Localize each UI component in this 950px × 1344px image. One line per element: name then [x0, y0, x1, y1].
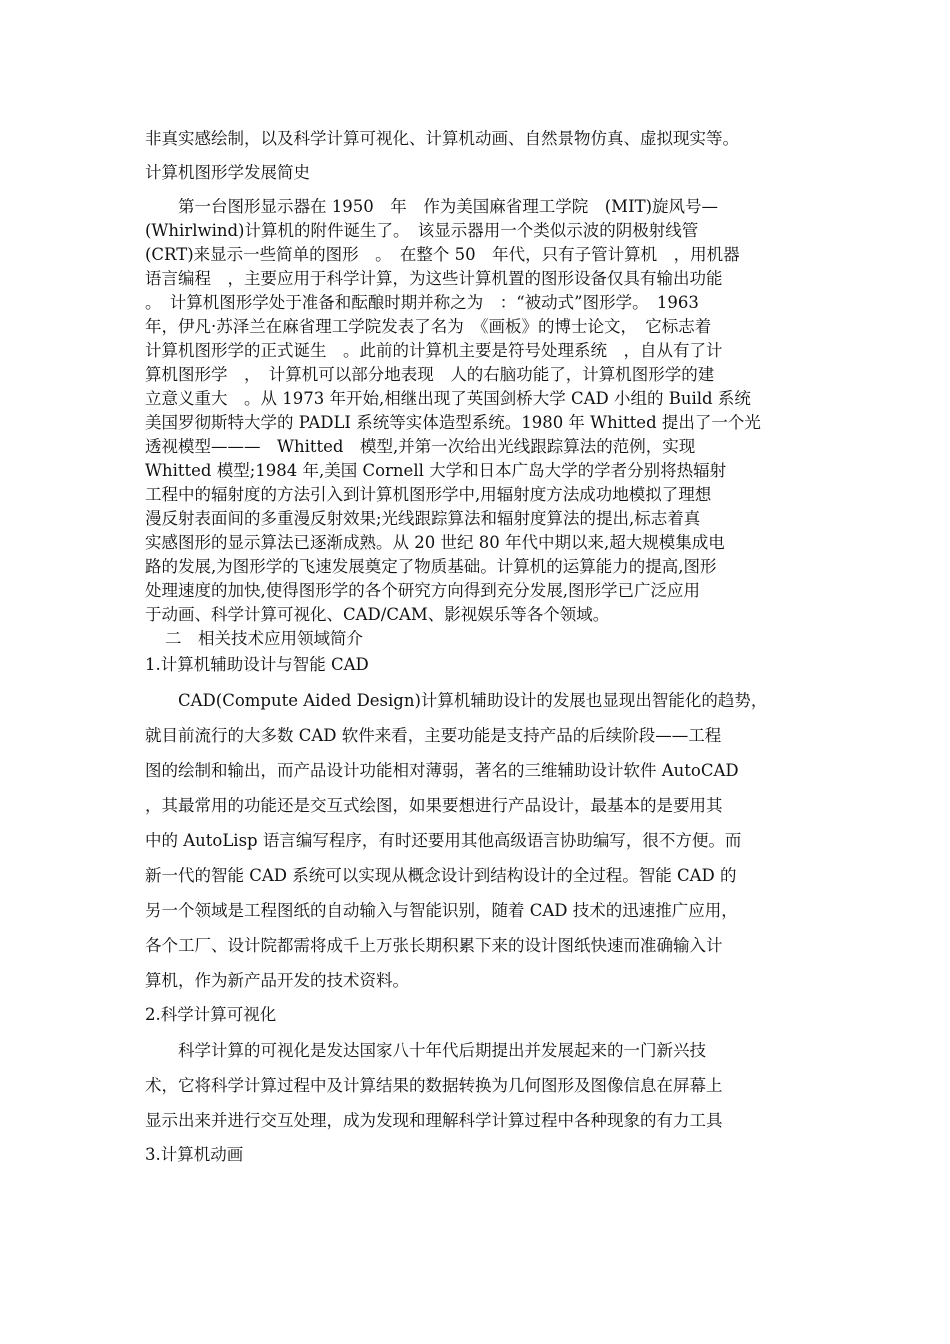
paragraph-line: 新一代的智能 CAD 系统可以实现从概念设计到结构设计的全过程。智能 CAD 的: [145, 866, 737, 885]
paragraph-line: 于动画、科学计算可视化、CAD/CAM、影视娱乐等各个领域。: [145, 605, 610, 624]
paragraph-line: 显示出来并进行交互处理，成为发现和理解科学计算过程中各种现象的有力工具: [145, 1111, 723, 1130]
paragraph-line: 科学计算的可视化是发达国家八十年代后期提出并发展起来的一门新兴技: [178, 1041, 706, 1060]
paragraph-line: 就目前流行的大多数 CAD 软件来看，主要功能是支持产品的后续阶段——工程: [145, 726, 722, 745]
paragraph-line: 计算机图形学的正式诞生 。此前的计算机主要是符号处理系统 ，自从有了计: [145, 341, 723, 360]
paragraph-line: 处理速度的加快,使得图形学的各个研究方向得到充分发展,图形学已广泛应用: [145, 581, 700, 600]
paragraph-line: (Whirlwind)计算机的附件诞生了。 该显示器用一个类似示波的阴极射线管: [145, 221, 699, 240]
paragraph-line: 术，它将科学计算过程中及计算结果的数据转换为几何图形及图像信息在屏幕上: [145, 1076, 723, 1095]
paragraph-line: ，其最常用的功能还是交互式绘图，如果要想进行产品设计，最基本的是要用其: [145, 796, 723, 815]
paragraph-line: 路的发展,为图形学的飞速发展奠定了物质基础。计算机的运算能力的提高,图形: [145, 557, 717, 576]
paragraph-line: 漫反射表面间的多重漫反射效果;光线跟踪算法和辐射度算法的提出,标志着真: [145, 509, 701, 528]
paragraph-line: 算机，作为新产品开发的技术资料。: [145, 971, 409, 990]
paragraph-line: 图的绘制和输出，而产品设计功能相对薄弱，著名的三维辅助设计软件 AutoCAD: [145, 761, 739, 780]
paragraph-line: 工程中的辐射度的方法引入到计算机图形学中,用辐射度方法成功地模拟了理想: [145, 485, 712, 504]
paragraph-line: 非真实感绘制，以及科学计算可视化、计算机动画、自然景物仿真、虚拟现实等。: [145, 129, 739, 148]
paragraph-line: CAD(Compute Aided Design)计算机辅助设计的发展也显现出智能化的趋势，: [178, 691, 768, 710]
paragraph-line: 中的 AutoLisp 语言编写程序，有时还要用其他高级语言协助编写，很不方便。而: [145, 831, 742, 850]
paragraph-line: 透视模型——— Whitted 模型,并第一次给出光线跟踪算法的范例，实现: [145, 437, 696, 456]
paragraph-line: 语言编程 ，主要应用于科学计算，为这些计算机置的图形设备仅具有输出功能: [145, 269, 723, 288]
section-heading-applications: 二 相关技术应用领域简介: [165, 629, 363, 648]
paragraph-line: 立意义重大 。从 1973 年开始,相继出现了英国剑桥大学 CAD 小组的 Build 系统: [145, 389, 751, 408]
paragraph-line: 年，伊凡·苏泽兰在麻省理工学院发表了名为 《画板》的博士论文， 它标志着: [145, 317, 712, 336]
paragraph-line: 另一个领域是工程图纸的自动输入与智能识别，随着 CAD 技术的迅速推广应用，: [145, 901, 738, 920]
paragraph-line: (CRT)来显示一些简单的图形 。 在整个 50 年代，只有子管计算机 ，用机器: [145, 245, 740, 264]
paragraph-line: 。 计算机图形学处于准备和酝酿时期并称之为 ：“被动式”图形学。 1963: [145, 293, 699, 312]
paragraph-line: 算机图形学 ， 计算机可以部分地表现 人的右脑功能了，计算机图形学的建: [145, 365, 715, 384]
paragraph-line: 第一台图形显示器在 1950 年 作为美国麻省理工学院 (MIT)旋风号—: [178, 197, 719, 216]
section-heading-history: 计算机图形学发展简史: [145, 163, 310, 182]
paragraph-line: 各个工厂、设计院都需将成千上万张长期积累下来的设计图纸快速而准确输入计: [145, 936, 723, 955]
paragraph-line: 美国罗彻斯特大学的 PADLI 系统等实体造型系统。1980 年 Whitted 提出了一个光: [145, 413, 761, 432]
paragraph-line: Whitted 模型;1984 年,美国 Cornell 大学和日本广岛大学的学者分别将热辐射: [145, 461, 727, 480]
subsection-heading-cad: 1.计算机辅助设计与智能 CAD: [145, 655, 369, 674]
subsection-heading-visualization: 2.科学计算可视化: [145, 1005, 277, 1024]
paragraph-line: 实感图形的显示算法已逐渐成熟。从 20 世纪 80 年代中期以来,超大规模集成电: [145, 533, 725, 552]
subsection-heading-animation: 3.计算机动画: [145, 1145, 244, 1164]
